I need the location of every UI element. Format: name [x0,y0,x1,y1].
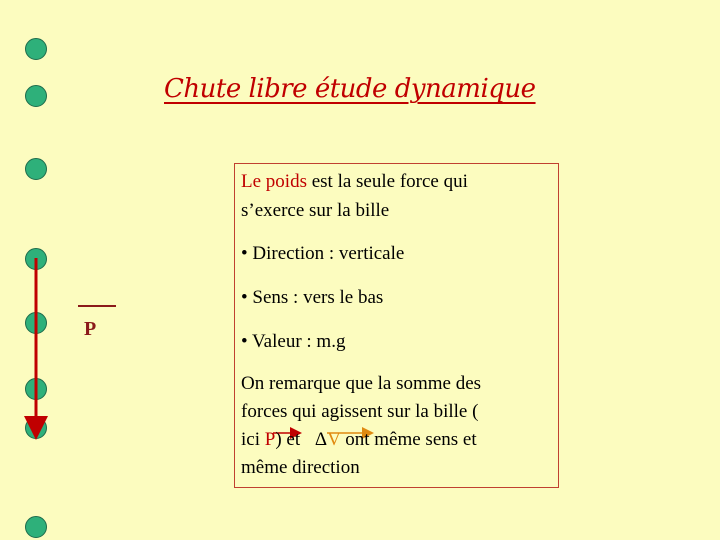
para2-et: ) et [275,429,305,450]
paragraph-1-rest: est la seule force qui [306,171,468,192]
slide-title: Chute libre étude dynamique [164,74,536,104]
para2-v: V [327,429,341,450]
para2-rest: ont même sens et [340,429,477,450]
para2-p: P [264,429,276,450]
para2-delta: Δ [314,429,328,450]
paragraph-2-line-1: On remarque que la somme des [241,373,482,394]
bullet-valeur: • Valeur : m.g [241,331,346,352]
bullet-direction: • Direction : verticale [241,243,405,264]
force-p-label: P [84,318,97,340]
weight-term: Le poids [241,171,307,192]
paragraph-2-line-4: même direction [241,457,360,478]
bullet-sens: • Sens : vers le bas [241,287,384,308]
paragraph-1-line-1 [241,170,468,194]
paragraph-2-line-3 [241,428,477,452]
paragraph-2-line-2: forces qui agissent sur la bille ( [241,401,479,422]
para2-ici: ici [241,429,265,450]
paragraph-1-line-2: s’exerce sur la bille [241,200,390,221]
